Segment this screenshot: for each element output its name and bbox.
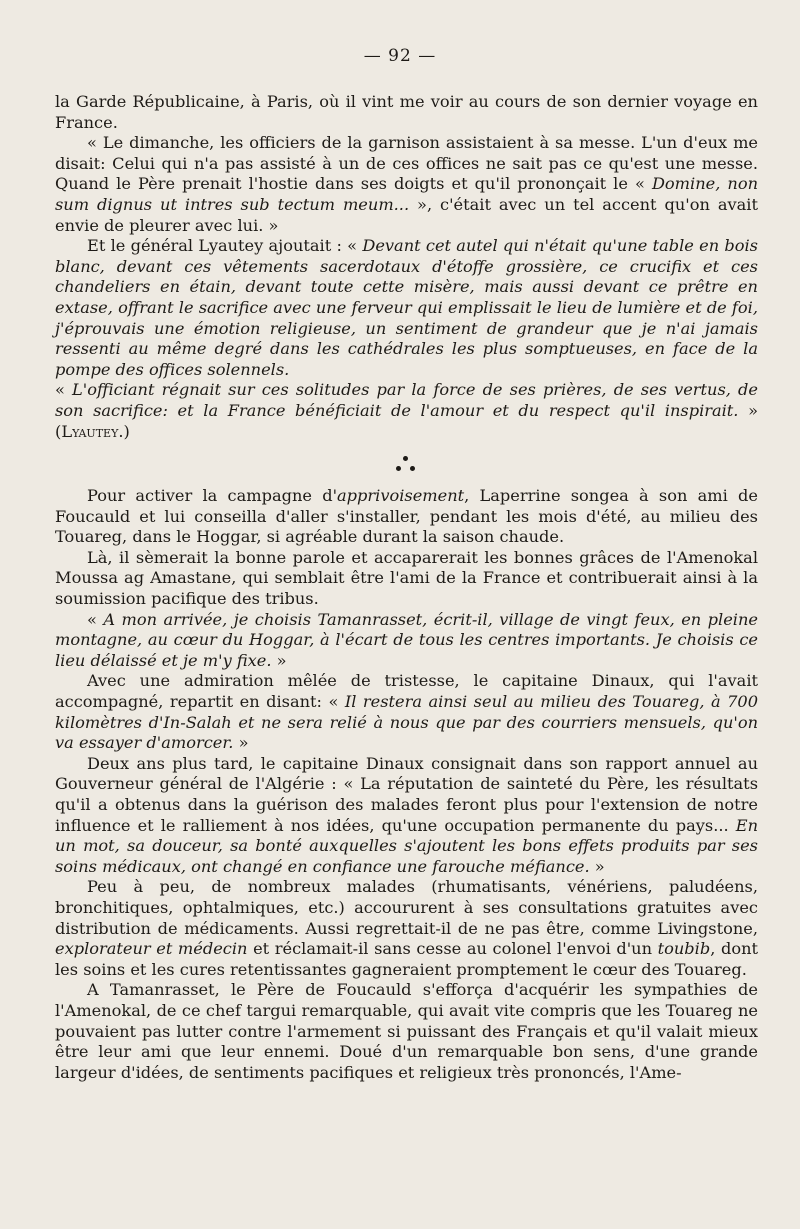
text-run: .): [118, 421, 130, 441]
text-run: »: [233, 733, 249, 753]
text-run: Peu à peu, de nombreux malades (rhumatisants, vénériens, paludéens, bronchitiques, ophtalmiques, etc.) accoururent à ses consultations gratuites avec distribution de médicaments. Aussi regrettait-il de ne pas être, comme Livingstone,: [55, 877, 758, 938]
paragraph: [55, 548, 758, 610]
page-number: — 92 —: [363, 46, 437, 66]
text-run: » (: [55, 400, 758, 441]
text-run: »: [589, 856, 605, 876]
text-run: »: [271, 650, 287, 670]
italic-run: En un mot, sa douceur, sa bonté auxquelles s'ajoutent les bons effets produits par ses soins médicaux, ont changé en confiance une farouche méfiance.: [55, 815, 758, 876]
italic-run: apprivoisement: [337, 486, 465, 506]
text-block-top: [55, 92, 758, 442]
text-run: «: [87, 609, 104, 629]
italic-run: Il restera ainsi seul au milieu des Touareg, à 700 kilomètres d'In-Salah et ne sera relié à nous que par des courriers mensuels, qu'on va essayer d'amorcer.: [55, 692, 758, 753]
text-run: , dont les soins et les cures retentissantes gagneraient promptement le cœur des Touareg.: [55, 939, 758, 979]
text-run: Deux ans plus tard, le capitaine Dinaux consignait dans son rapport annuel au Gouverneur général de l'Algérie : « La réputation de sainteté du Père, les résultats qu'il a obtenus dans la guérison des malades feront plus pour l'extension de notre influence et le ralliement à nos idées, qu'une occupation permanente du pays...: [55, 753, 758, 835]
paragraph: [55, 133, 758, 236]
paragraph: [55, 980, 758, 1083]
text-run: Là, il sèmerait la bonne parole et accaparerait les bonnes grâces de l'Amenokal Moussa ag Amastane, qui semblait être l'ami de la France et contribuerait ainsi à la soumission pacifique des tribus.: [55, 547, 758, 609]
text-run: « Le dimanche, les officiers de la garnison assistaient à sa messe. L'un d'eux me disait: Celui qui n'a pas assisté à un de ces offices ne sait pas ce qu'est une messe. Quand le Père prenait l'hostie dans ses doigts et qu'il prononçait le «: [55, 133, 758, 194]
paragraph: [55, 877, 758, 980]
italic-run: toubib: [657, 939, 711, 959]
italic-run: L'officiant régnait sur ces solitudes par la force de ses prières, de ses vertus, de son sacrifice: et la France bénéficiait de l'amour et du respect qu'il inspirait.: [55, 380, 758, 420]
small-caps-run: Lyautey: [61, 421, 119, 441]
text-run: , Laperrine songea à son ami de Foucauld et lui conseilla d'aller s'installer, pendant les mois d'été, au milieu des Touareg, dans le Hoggar, si agréable durant la saison chaude.: [55, 486, 758, 547]
italic-run: explorateur et médecin: [55, 939, 248, 959]
text-run: Avec une admiration mêlée de tristesse, le capitaine Dinaux, qui l'avait accompagné, repartit en disant: «: [55, 671, 758, 712]
paragraph: [55, 236, 758, 380]
text-run: la Garde Républicaine, à Paris, où il vint me voir au cours de son dernier voyage en France.: [55, 92, 758, 132]
paragraph: [55, 754, 758, 878]
paragraph: [55, 671, 758, 753]
paragraph: [55, 610, 758, 672]
paragraph: [55, 486, 758, 548]
text-run: Et le général Lyautey ajoutait : «: [87, 236, 363, 256]
paragraph: [55, 92, 758, 133]
text-run: et réclamait-il sans cesse au colonel l'envoi d'un: [247, 939, 658, 959]
paragraph: [55, 380, 758, 442]
section-break-ornament: [55, 446, 758, 482]
text-run: Pour activer la campagne d': [87, 486, 338, 506]
text-run: «: [55, 380, 73, 400]
body-text: [55, 92, 758, 1083]
text-run: A Tamanrasset, le Père de Foucauld s'efforça d'acquérir les sympathies de l'Amenokal, de ce chef targui remarquable, qui avait vite compris que les Touareg ne pouvaient pas lutter contre l'armement si puissant des Français et qu'il valait mieux être leur ami que leur ennemi. Doué d'un remarquable bon sens, d'une grande largeur d'idées, de sentiments pacifiques et religieux très prononcés, l'Ame-: [55, 980, 758, 1082]
text-block-bottom: [55, 486, 758, 1083]
italic-run: Domine, non sum dignus ut intres sub tectum meum...: [55, 174, 758, 214]
text-run: », c'était avec un tel accent qu'on avait envie de pleurer avec lui. »: [55, 194, 758, 235]
italic-run: Devant cet autel qui n'était qu'une table en bois blanc, devant ces vêtements sacerdotaux d'étoffe grossière, ce crucifix et ces chandeliers en étain, devant toute cette misère, mais aussi devant ce prêtre en extase, offrant le sacrifice avec une ferveur qui emplissait le lieu de lumière et de foi, j'éprouvais une émotion religieuse, un sentiment de grandeur que je n'ai jamais ressenti au même degré dans les cathédrales les plus somptueuses, en face de la pompe des offices solennels.: [55, 236, 758, 379]
italic-run: A mon arrivée, je choisis Tamanrasset, écrit-il, village de vingt feux, en pleine montagne, au cœur du Hoggar, à l'écart de tous les centres importants. Je choisis ce lieu délaissé et je m'y fixe.: [55, 609, 758, 670]
